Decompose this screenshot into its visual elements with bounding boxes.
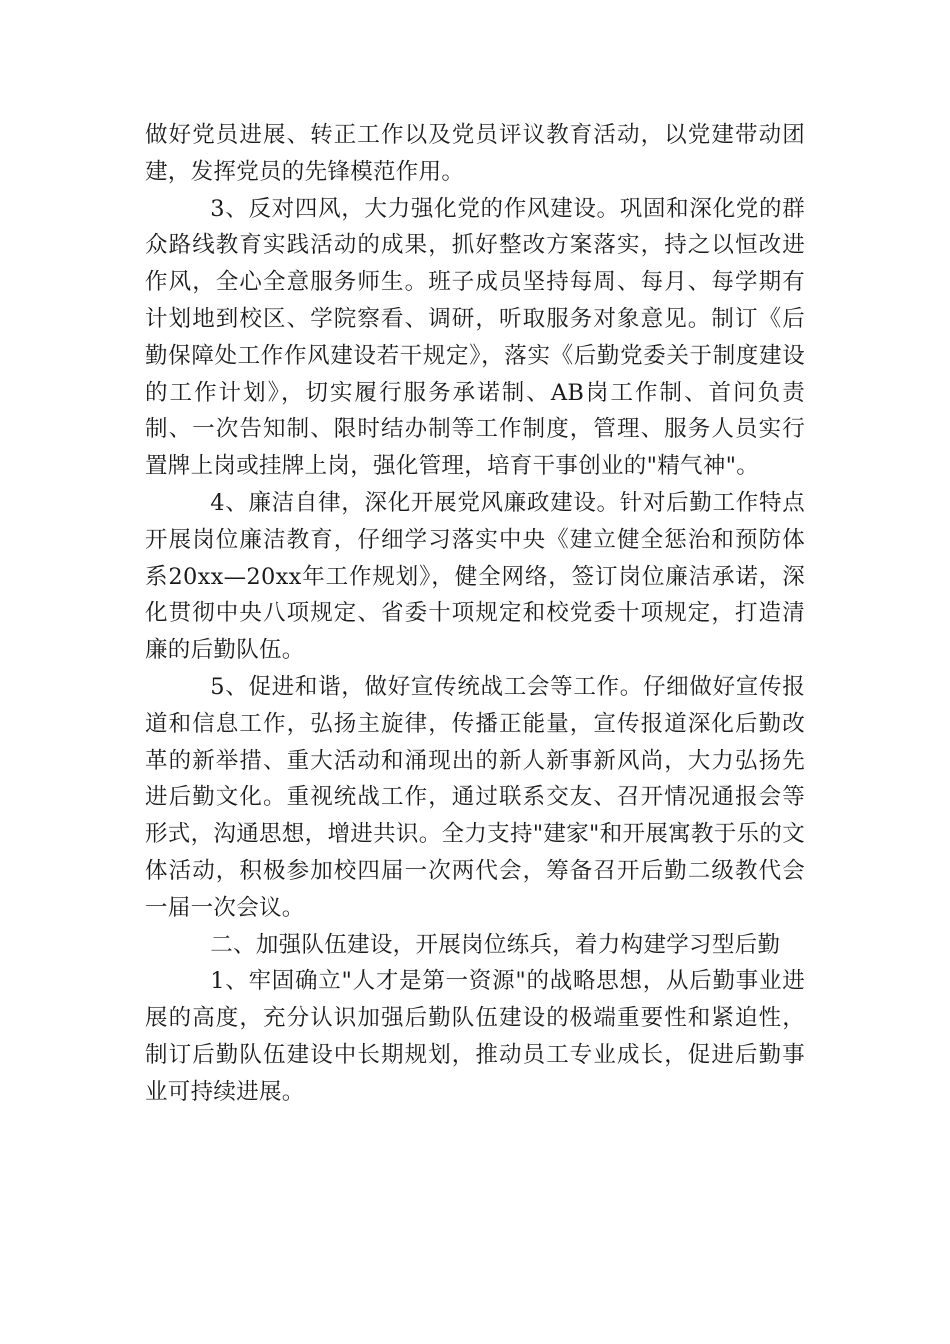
- paragraph-item-3: 3、反对四风，大力强化党的作风建设。巩固和深化党的群众路线教育实践活动的成果，抓好整改方案落实，持之以恒改进作风，全心全意服务师生。班子成员坚持每周、每月、每学期有计划地到校区、学院察看、调研，听取服务对象意见。制订《后勤保障处工作作风建设若干规定》，落实《后勤党委关于制度建设的工作计划》，切实履行服务承诺制、AB岗工作制、首问负责制、一次告知制、限时结办制等工作制度，管理、服务人员实行置牌上岗或挂牌上岗，强化管理，培育干事创业的"精气神"。: [145, 195, 805, 480]
- paragraph-item-5: 5、促进和谐，做好宣传统战工会等工作。仔细做好宣传报道和信息工作，弘扬主旋律，传播正能量，宣传报道深化后勤改革的新举措、重大活动和涌现出的新人新事新风尚，大力弘扬先进后勤文化。重视统战工作，通过联系交友、召开情况通报会等形式，沟通思想，增进共识。全力支持"建家"和开展寓教于乐的文体活动，积极参加校四届一次两代会，筹备召开后勤二级教代会一届一次会议。: [145, 673, 805, 921]
- document-body: [145, 117, 805, 1111]
- section-heading-2: 二、加强队伍建设，开展岗位练兵，着力构建学习型后勤: [210, 931, 781, 958]
- paragraph-item-1: 1、牢固确立"人才是第一资源"的战略思想，从后勤事业进展的高度，充分认识加强后勤队伍建设的极端重要性和紧迫性，制订后勤队伍建设中长期规划，推动员工专业成长，促进后勤事业可持续进展。: [145, 968, 805, 1105]
- paragraph-item-4: 4、廉洁自律，深化开展党风廉政建设。针对后勤工作特点开展岗位廉洁教育，仔细学习落实中央《建立健全惩治和预防体系20xx—20xx年工作规划》，健全网络，签订岗位廉洁承诺，深化贯彻中央八项规定、省委十项规定和校党委十项规定，打造清廉的后勤队伍。: [145, 489, 805, 664]
- paragraph-continuation: 做好党员进展、转正工作以及党员评议教育活动，以党建带动团建，发挥党员的先锋模范作用。: [145, 122, 805, 185]
